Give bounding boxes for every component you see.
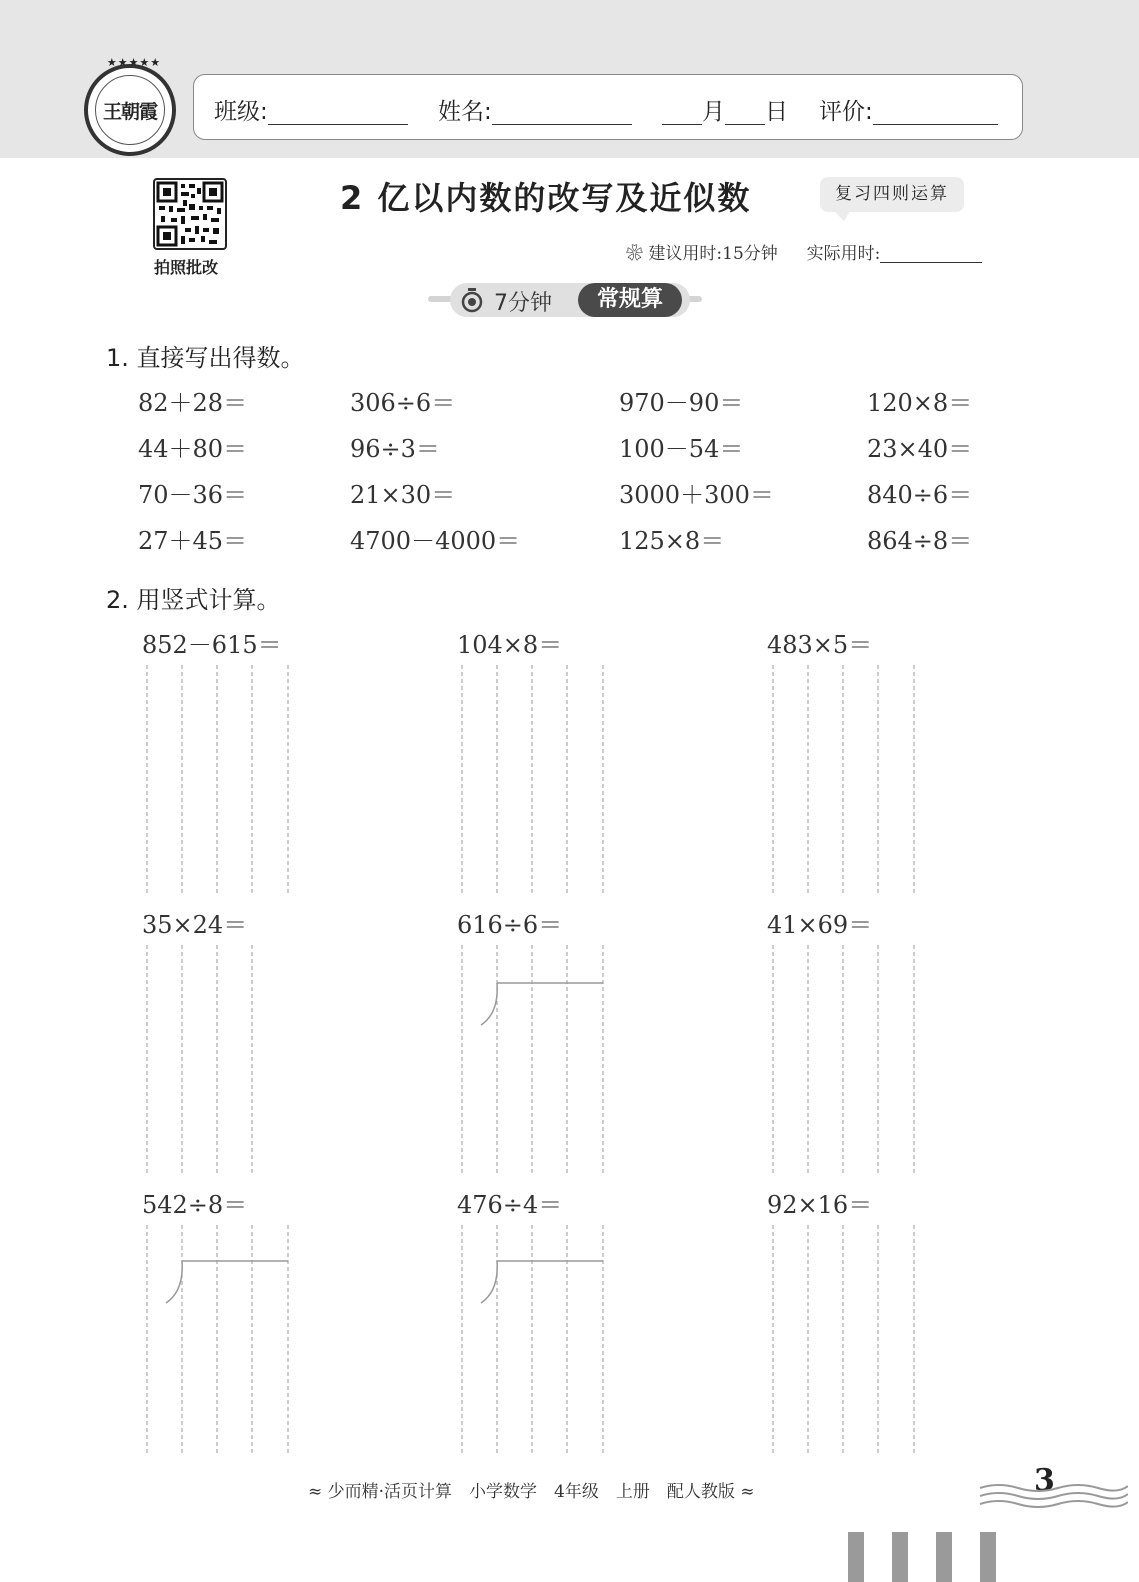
oral-problem: 3000＋300＝ (619, 481, 774, 509)
oral-problem: 70－36＝ (138, 481, 248, 509)
edge-bars-decoration (848, 1532, 1008, 1582)
division-bracket-icon (166, 1261, 288, 1303)
work-area[interactable] (140, 665, 300, 895)
time-row (626, 239, 982, 264)
month-blank[interactable] (662, 124, 702, 125)
wave-icon: ≈ (740, 1482, 755, 1502)
name-blank[interactable] (492, 124, 632, 125)
actual-time-label: 实际用时: (806, 244, 881, 264)
division-bracket-icon (481, 983, 603, 1025)
name-field[interactable] (438, 93, 632, 126)
vertical-problem: 542÷8＝ (142, 1191, 248, 1219)
vertical-problem: 41×69＝ (767, 911, 873, 939)
footer (308, 1477, 755, 1502)
oral-problem: 120×8＝ (867, 389, 973, 417)
class-label: 班级: (214, 99, 268, 125)
page-number: 3 (1034, 1463, 1055, 1498)
oral-problem: 970－90＝ (619, 389, 744, 417)
oral-problem: 840÷6＝ (867, 481, 973, 509)
topic-tag: 复习四则运算 (820, 177, 964, 212)
vertical-problem: 852－615＝ (142, 631, 282, 659)
oral-problem: 21×30＝ (350, 481, 456, 509)
timer-duration: 7分钟 (494, 291, 552, 316)
oral-problem: 96÷3＝ (350, 435, 440, 463)
stars-icon: ★★★★★ (106, 56, 162, 69)
brand-name: 王朝霞 (102, 100, 157, 123)
vertical-problem: 35×24＝ (142, 911, 248, 939)
qr-caption: 拍照批改 (154, 258, 219, 277)
actual-time-blank[interactable] (880, 262, 982, 263)
rating-label: 评价: (819, 99, 873, 125)
work-area[interactable] (766, 1225, 926, 1455)
rating-blank[interactable] (873, 124, 998, 125)
work-area[interactable] (140, 945, 300, 1175)
vertical-problem: 483×5＝ (767, 631, 873, 659)
work-area[interactable] (140, 1225, 300, 1455)
vertical-problem: 92×16＝ (767, 1191, 873, 1219)
oral-problem: 4700－4000＝ (350, 527, 521, 555)
footer-text: 少而精·活页计算 小学数学 4年级 上册 配人教版 (327, 1482, 735, 1502)
section2-heading: 2. 用竖式计算。 (106, 586, 281, 614)
timer-badge: 常规算 (578, 283, 682, 317)
vertical-problem: 616÷6＝ (457, 911, 563, 939)
wave-icon: ≈ (308, 1482, 328, 1502)
work-area[interactable] (766, 945, 926, 1175)
oral-problem: 23×40＝ (867, 435, 973, 463)
oral-problem: 306÷6＝ (350, 389, 456, 417)
brand-logo (84, 56, 176, 156)
work-area[interactable] (455, 945, 615, 1175)
rating-field[interactable] (819, 93, 998, 126)
page-title: 2 亿以内数的改写及近似数 (340, 179, 752, 217)
clock-icon: ❀ (626, 244, 643, 264)
tag-tail (834, 211, 850, 221)
qr-code-icon[interactable] (153, 178, 227, 250)
month-label: 月 (702, 99, 725, 125)
vertical-problem: 476÷4＝ (457, 1191, 563, 1219)
oral-problem: 100－54＝ (619, 435, 744, 463)
name-label: 姓名: (438, 99, 492, 125)
suggested-time: 建议用时:15分钟 (648, 244, 778, 264)
day-blank[interactable] (725, 124, 765, 125)
class-blank[interactable] (268, 124, 408, 125)
stopwatch-icon (460, 287, 484, 313)
work-area[interactable] (455, 665, 615, 895)
wave-decoration-icon (978, 1480, 1128, 1510)
oral-problem: 864÷8＝ (867, 527, 973, 555)
division-bracket-icon (481, 1261, 603, 1303)
oral-problem: 27＋45＝ (138, 527, 248, 555)
day-label: 日 (765, 99, 788, 125)
work-area[interactable] (455, 1225, 615, 1455)
oral-problem: 125×8＝ (619, 527, 725, 555)
date-field[interactable] (662, 93, 788, 126)
work-area[interactable] (766, 665, 926, 895)
vertical-problem: 104×8＝ (457, 631, 563, 659)
student-info-box (193, 74, 1023, 140)
oral-problem: 44＋80＝ (138, 435, 248, 463)
section1-heading: 1. 直接写出得数。 (106, 344, 305, 372)
class-field[interactable] (214, 93, 408, 126)
oral-problem: 82＋28＝ (138, 389, 248, 417)
